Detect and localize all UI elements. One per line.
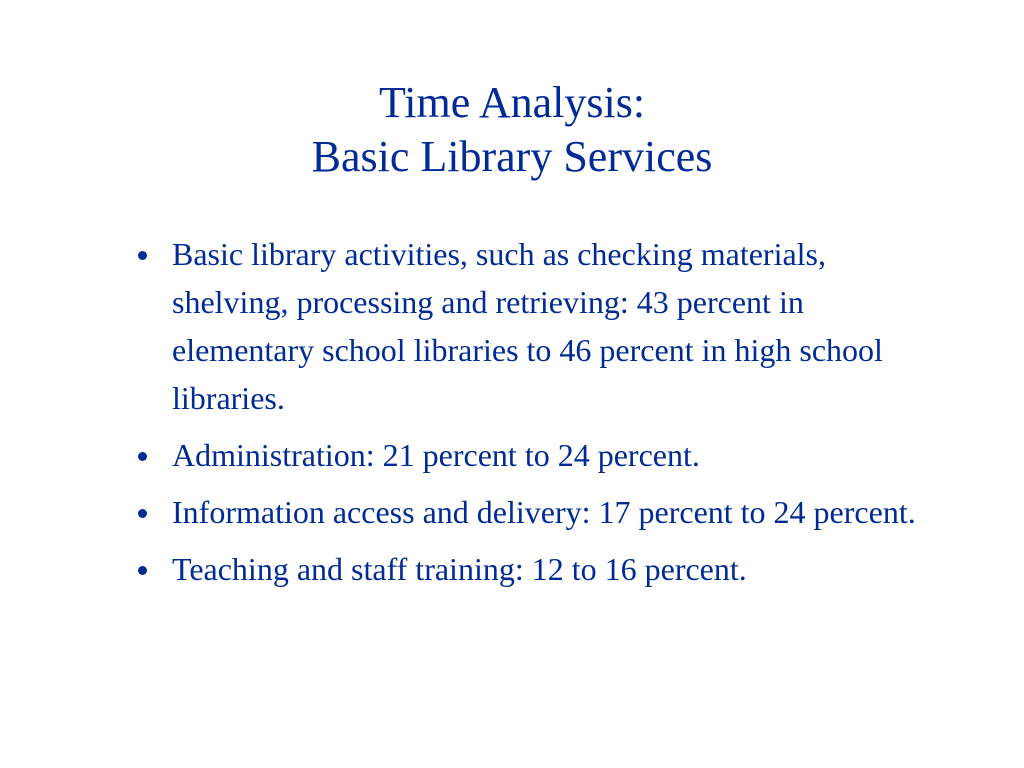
bullet-text: Teaching and staff training: 12 to 16 percent. (172, 551, 747, 587)
bullet-list (134, 230, 924, 602)
bullet-item-basic-activities (134, 230, 924, 422)
bullet-item-information-access (134, 488, 924, 536)
slide-title-line-2: Basic Library Services (311, 132, 713, 181)
bullet-dot-icon (138, 251, 147, 260)
slide-title-line-1: Time Analysis: (378, 78, 646, 127)
bullet-text: Basic library activities, such as checking materials, shelving, processing and retrieving: 43 percent in elementary school libraries to 46 percent in high school libraries. (172, 236, 883, 416)
bullet-text: Information access and delivery: 17 percent to 24 percent. (172, 494, 916, 530)
bullet-text: Administration: 21 percent to 24 percent. (172, 437, 700, 473)
bullet-item-teaching-training (134, 545, 924, 593)
bullet-dot-icon (138, 452, 147, 461)
bullet-dot-icon (138, 566, 147, 575)
bullet-item-administration (134, 431, 924, 479)
slide-title (0, 76, 1024, 184)
bullet-dot-icon (138, 509, 147, 518)
